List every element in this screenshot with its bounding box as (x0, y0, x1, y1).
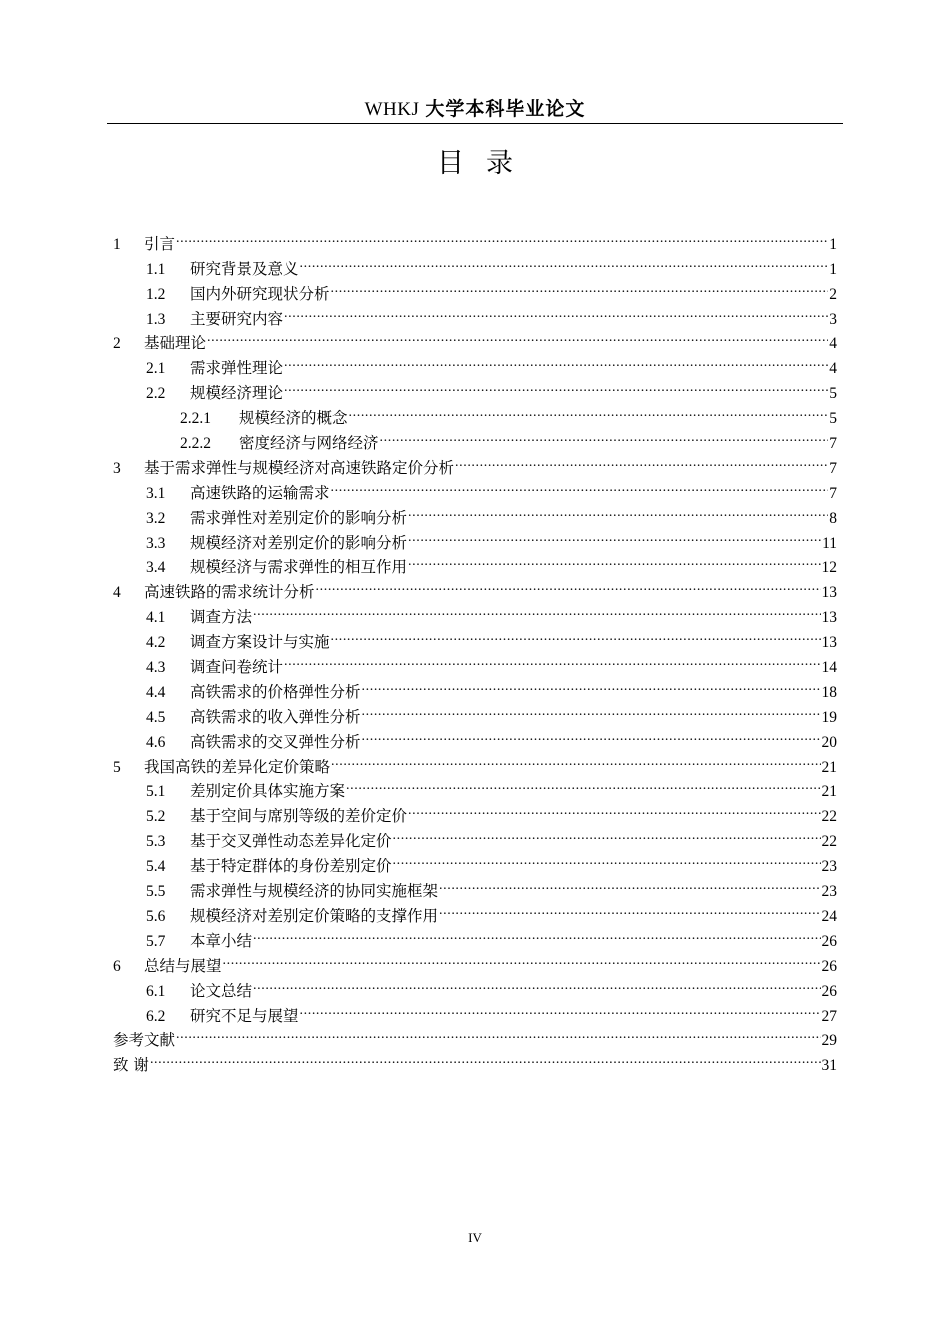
toc-leader-dots (284, 299, 828, 324)
toc-leader-dots (207, 324, 828, 349)
toc-leader-dots (393, 846, 821, 871)
toc-leader-dots (176, 224, 828, 249)
toc-entry-title: 基于需求弹性与规模经济对高速铁路定价分析 (144, 458, 455, 477)
toc-leader-dots (408, 796, 820, 821)
table-of-contents (113, 224, 837, 1075)
toc-entry[interactable] (113, 1021, 837, 1050)
toc-entry-title: 总结与展望 (144, 956, 222, 975)
toc-entry-number: 1.1 (146, 260, 166, 278)
toc-leader-dots (331, 622, 821, 647)
toc-entry-title: 基础理论 (144, 334, 207, 353)
toc-entry-title: 需求弹性与规模经济的协同实施框架 (190, 882, 439, 901)
header-thesis-label: 大学本科毕业论文 (425, 98, 586, 120)
toc-entry-page: 7 (829, 484, 837, 502)
header-rule (107, 123, 843, 124)
toc-leader-dots (316, 572, 821, 597)
toc-entry-page: 24 (821, 907, 837, 925)
toc-entry-number: 1.2 (146, 285, 166, 303)
toc-entry[interactable] (113, 324, 837, 353)
toc-entry-number: 2.2.2 (180, 435, 211, 453)
toc-leader-dots (393, 821, 821, 846)
toc-entry-page: 14 (821, 659, 837, 677)
toc-entry-page: 20 (821, 733, 837, 751)
toc-entry-page: 29 (821, 1032, 837, 1050)
toc-leader-dots (380, 423, 829, 448)
toc-entry-title: 国内外研究现状分析 (190, 284, 330, 303)
toc-entry-number: 5 (113, 758, 121, 776)
toc-entry-title: 研究背景及意义 (190, 259, 299, 278)
toc-entry-title: 规模经济对差别定价的影响分析 (190, 533, 408, 552)
toc-leader-dots (408, 548, 820, 573)
toc-entry[interactable] (113, 224, 837, 253)
toc-entry-title: 基于特定群体的身份差别定价 (190, 857, 392, 876)
toc-entry-title: 规模经济对差别定价策略的支撑作用 (190, 906, 439, 925)
toc-entry-page: 3 (829, 310, 837, 328)
toc-entry-number: 4.2 (146, 634, 166, 652)
toc-leader-dots (331, 274, 829, 299)
toc-entry-page: 22 (821, 808, 837, 826)
page-header (107, 96, 843, 122)
toc-entry[interactable] (113, 249, 837, 278)
toc-entry-title: 主要研究内容 (190, 309, 284, 328)
toc-entry-number: 3.3 (146, 534, 166, 552)
toc-entry-number: 4.4 (146, 683, 166, 701)
toc-entry-page: 7 (829, 459, 837, 477)
toc-leader-dots (362, 697, 821, 722)
toc-entry-number: 1 (113, 235, 121, 253)
toc-leader-dots (284, 348, 828, 373)
toc-leader-dots (408, 523, 821, 548)
toc-entry-page: 23 (821, 883, 837, 901)
toc-entry-title: 规模经济与需求弹性的相互作用 (190, 558, 408, 577)
toc-entry[interactable] (113, 348, 837, 378)
toc-entry-number: 2.1 (146, 360, 166, 378)
toc-entry-title: 调查方案设计与实施 (190, 633, 330, 652)
toc-entry-page: 31 (821, 1057, 837, 1075)
toc-entry-title: 我国高铁的差异化定价策略 (144, 757, 331, 776)
toc-leader-dots (253, 971, 820, 996)
toc-entry-page: 1 (829, 235, 837, 253)
toc-entry-number: 3.1 (146, 484, 166, 502)
toc-leader-dots (408, 498, 828, 523)
toc-entry-title: 本章小结 (190, 931, 253, 950)
toc-leader-dots (331, 747, 820, 772)
toc-entry-number: 5.2 (146, 808, 166, 826)
toc-entry-page: 21 (821, 783, 837, 801)
toc-leader-dots (284, 647, 820, 672)
toc-entry-number: 2.2 (146, 385, 166, 403)
toc-leader-dots (150, 1045, 821, 1070)
toc-entry-number: 5.5 (146, 883, 166, 901)
toc-entry-page: 26 (821, 957, 837, 975)
toc-entry-page: 19 (821, 708, 837, 726)
toc-entry-number: 3 (113, 459, 121, 477)
toc-entry-title: 基于空间与席别等级的差价定价 (190, 807, 408, 826)
toc-leader-dots (349, 398, 829, 423)
toc-leader-dots (362, 672, 821, 697)
toc-leader-dots (253, 921, 820, 946)
toc-leader-dots (284, 373, 828, 398)
toc-leader-dots (176, 1021, 820, 1046)
toc-leader-dots (223, 946, 821, 971)
toc-leader-dots (439, 871, 820, 896)
toc-entry-number: 5.1 (146, 783, 166, 801)
toc-entry-number: 3.2 (146, 509, 166, 527)
toc-entry-page: 11 (822, 534, 837, 552)
toc-entry[interactable] (113, 946, 837, 975)
toc-entry-number: 3.4 (146, 559, 166, 577)
toc-entry-number: 4.6 (146, 733, 166, 751)
toc-entry-title: 规模经济的概念 (239, 409, 348, 428)
toc-entry-title: 高铁需求的价格弹性分析 (190, 682, 361, 701)
toc-entry-title: 高速铁路的需求统计分析 (144, 583, 315, 602)
toc-entry-title: 引言 (144, 234, 176, 253)
toc-entry-number: 4.5 (146, 708, 166, 726)
toc-entry-title: 高铁需求的交叉弹性分析 (190, 732, 361, 751)
toc-entry-number: 5.7 (146, 932, 166, 950)
toc-leader-dots (362, 722, 821, 747)
toc-entry-title: 规模经济理论 (190, 384, 284, 403)
toc-leader-dots (300, 996, 821, 1021)
toc-leader-dots (331, 473, 829, 498)
header-university-code: WHKJ (364, 99, 420, 120)
toc-entry-page: 21 (821, 758, 837, 776)
toc-entry-number: 4.1 (146, 609, 166, 627)
page-number: IV (468, 1230, 482, 1245)
toc-entry-number: 2.2.1 (180, 410, 211, 428)
toc-leader-dots (300, 249, 829, 274)
toc-entry-number: 6.2 (146, 1007, 166, 1025)
toc-entry-title: 差别定价具体实施方案 (190, 782, 346, 801)
toc-entry-page: 4 (829, 335, 837, 353)
toc-entry-title: 需求弹性理论 (190, 359, 284, 378)
toc-entry-title: 高铁需求的收入弹性分析 (190, 707, 361, 726)
toc-entry-page: 27 (821, 1007, 837, 1025)
toc-entry-page: 22 (821, 833, 837, 851)
toc-entry-title: 致 谢 (113, 1056, 149, 1075)
toc-entry-title: 高速铁路的运输需求 (190, 483, 330, 502)
toc-entry-title: 研究不足与展望 (190, 1006, 299, 1025)
toc-entry-page: 5 (829, 385, 837, 403)
toc-entry-page: 23 (821, 858, 837, 876)
toc-entry-title: 调查问卷统计 (190, 658, 284, 677)
toc-leader-dots (346, 772, 820, 797)
toc-entry-page: 2 (829, 285, 837, 303)
toc-leader-dots (253, 597, 820, 622)
toc-entry-page: 26 (821, 932, 837, 950)
toc-entry-number: 2 (113, 335, 121, 353)
toc-entry-page: 4 (829, 360, 837, 378)
toc-entry-page: 8 (829, 509, 837, 527)
toc-entry-number: 5.6 (146, 907, 166, 925)
toc-entry-number: 4 (113, 584, 121, 602)
toc-entry-title: 论文总结 (190, 981, 253, 1000)
toc-entry-page: 7 (829, 435, 837, 453)
toc-leader-dots (439, 896, 820, 921)
toc-entry-title: 密度经济与网络经济 (239, 434, 379, 453)
toc-entry-number: 6.1 (146, 982, 166, 1000)
toc-entry-title: 调查方法 (190, 608, 253, 627)
toc-entry-title: 基于交叉弹性动态差异化定价 (190, 832, 392, 851)
toc-entry-page: 5 (829, 410, 837, 428)
toc-title: 目录 (437, 148, 535, 179)
toc-entry-number: 1.3 (146, 310, 166, 328)
toc-entry-title: 参考文献 (113, 1031, 176, 1050)
toc-entry[interactable] (113, 1045, 837, 1075)
toc-entry-title: 需求弹性对差别定价的影响分析 (190, 508, 408, 527)
toc-entry-page: 13 (821, 584, 837, 602)
toc-entry-page: 26 (821, 982, 837, 1000)
toc-entry-page: 1 (829, 260, 837, 278)
toc-entry-number: 5.3 (146, 833, 166, 851)
toc-entry-page: 18 (821, 683, 837, 701)
toc-entry-page: 12 (821, 559, 837, 577)
toc-entry-number: 4.3 (146, 659, 166, 677)
toc-entry-page: 13 (821, 609, 837, 627)
toc-entry-number: 5.4 (146, 858, 166, 876)
toc-entry-page: 13 (821, 634, 837, 652)
toc-entry-number: 6 (113, 957, 121, 975)
toc-leader-dots (455, 448, 828, 473)
